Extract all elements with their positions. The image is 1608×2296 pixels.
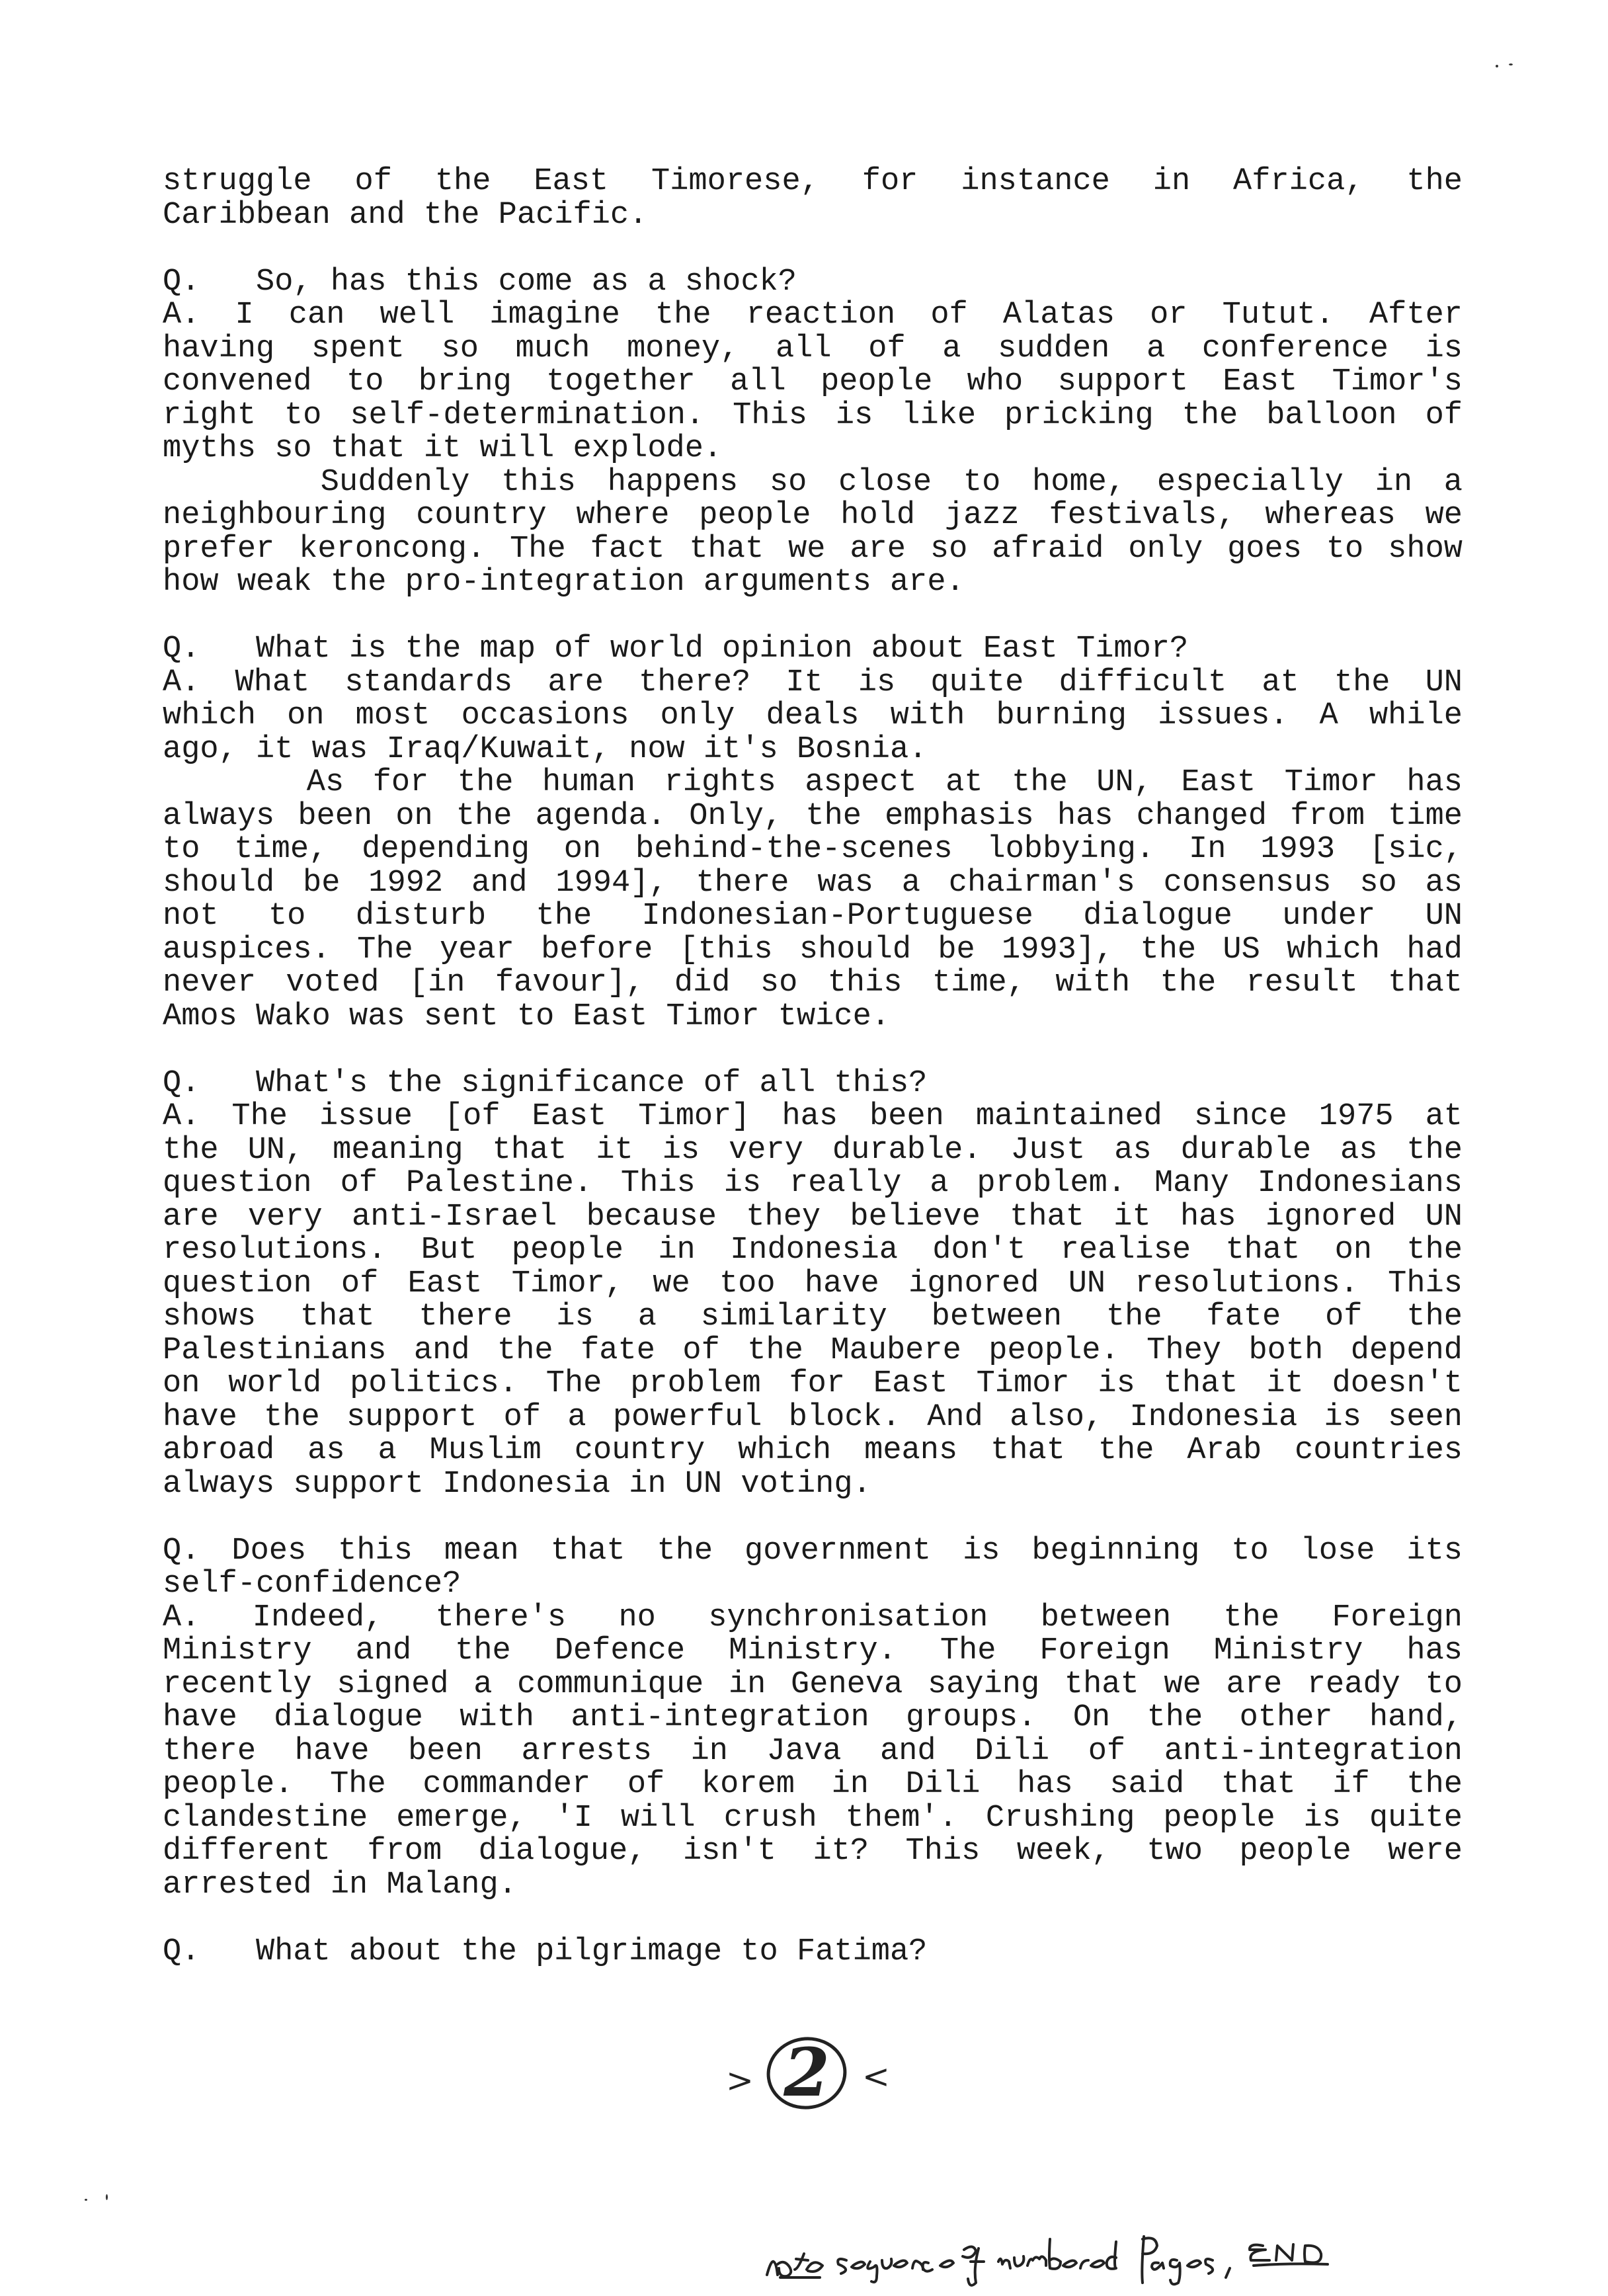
paragraph-gap	[163, 1501, 1463, 1535]
text-line: there have been arrests in Java and Dili of anti-integration	[163, 1733, 1463, 1769]
text-line: on world politics. The problem for East Timor is that it doesn't	[163, 1366, 1463, 1401]
text-line: are very anti-Israel because they believe that it has ignored UN	[163, 1199, 1463, 1235]
text-line: clandestine emerge, 'I will crush them'. Crushing people is quite	[163, 1800, 1463, 1836]
text-line: prefer keroncong. The fact that we are so afraid only goes to show	[163, 531, 1463, 567]
text-line: struggle of the East Timorese, for instance in Africa, the	[163, 164, 1463, 199]
text-line: having spent so much money, all of a sudden a conference is	[163, 331, 1463, 366]
text-line: different from dialogue, isn't it? This week, two people were	[163, 1834, 1463, 1869]
text-line: arrested in Malang.	[163, 1867, 517, 1903]
text-line: auspices. The year before [this should be 1993], the US which had	[163, 932, 1463, 967]
page-number: 2	[784, 2033, 830, 2112]
text-line: have dialogue with anti-integration groups. On the other hand,	[163, 1700, 1463, 1735]
text-line: A. The issue [of East Timor] has been maintained since 1975 at	[163, 1099, 1463, 1134]
text-line: Suddenly this happens so close to home, especially in a	[163, 464, 1463, 500]
text-line: A. Indeed, there's no synchronisation between the Foreign	[163, 1600, 1463, 1635]
page-number-prefix: >	[726, 2061, 754, 2100]
paragraph-gap	[163, 232, 1463, 266]
scan-speck	[85, 2199, 87, 2201]
text-line: A. What standards are there? It is quite difficult at the UN	[163, 665, 1463, 700]
text-line: Q. So, has this come as a shock?	[163, 264, 797, 300]
circled-page-number-icon	[721, 2027, 893, 2126]
paragraph-q3	[163, 1067, 1463, 1502]
scan-speck	[106, 2194, 108, 2200]
text-line: Q. Does this mean that the government is beginning to lose its	[163, 1533, 1463, 1569]
page-number-suffix: <	[862, 2057, 890, 2096]
text-line: resolutions. But people in Indonesia don't realise that on the	[163, 1233, 1463, 1268]
paragraph-q5	[163, 1936, 1463, 1969]
text-line: the UN, meaning that it is very durable. Just as durable as the	[163, 1132, 1463, 1168]
scan-speck	[1496, 65, 1498, 67]
text-line: ago, it was Iraq/Kuwait, now it's Bosnia.	[163, 731, 928, 767]
text-line: to time, depending on behind-the-scenes lobbying. In 1993 [sic,	[163, 832, 1463, 867]
paragraph-q4	[163, 1535, 1463, 1903]
text-line: have the support of a powerful block. And also, Indonesia is seen	[163, 1399, 1463, 1435]
paragraph-q2	[163, 633, 1463, 1034]
text-line: always support Indonesia in UN voting.	[163, 1466, 871, 1502]
text-line: how weak the pro-integration arguments are.	[163, 565, 965, 600]
text-line: right to self-determination. This is like pricking the balloon of	[163, 397, 1463, 433]
page-number-mark	[721, 2027, 893, 2126]
text-line: Ministry and the Defence Ministry. The Foreign Ministry has	[163, 1633, 1463, 1668]
text-line: abroad as a Muslim country which means that the Arab countries	[163, 1433, 1463, 1468]
text-line: not to disturb the Indonesian-Portuguese dialogue under UN	[163, 899, 1463, 934]
text-line: Q. What's the significance of all this?	[163, 1065, 928, 1101]
text-line: question of East Timor, we too have ignored UN resolutions. This	[163, 1266, 1463, 1301]
text-line: which on most occasions only deals with burning issues. A while	[163, 698, 1463, 733]
paragraph-gap	[163, 1034, 1463, 1067]
paragraph-gap	[163, 1902, 1463, 1936]
text-line: Amos Wako was sent to East Timor twice.	[163, 999, 890, 1034]
handwritten-note	[754, 2209, 1567, 2288]
paragraph-p1	[163, 165, 1463, 232]
text-line: As for the human rights aspect at the UN, East Timor has	[163, 765, 1463, 800]
text-line: Caribbean and the Pacific.	[163, 197, 648, 233]
text-line: Q. What is the map of world opinion about East Timor?	[163, 632, 1189, 667]
document-body	[163, 165, 1463, 1969]
text-line: neighbouring country where people hold jazz festivals, whereas we	[163, 498, 1463, 533]
text-line: never voted [in favour], did so this time, with the result that	[163, 965, 1463, 1001]
text-line: myths so that it will explode.	[163, 431, 723, 466]
text-line: question of Palestine. This is really a problem. Many Indonesians	[163, 1166, 1463, 1201]
text-line: recently signed a communique in Geneva saying that we are ready to	[163, 1666, 1463, 1702]
text-line: Q. What about the pilgrimage to Fatima?	[163, 1934, 928, 1969]
text-line: always been on the agenda. Only, the emphasis has changed from time	[163, 798, 1463, 834]
text-line: convened to bring together all people who support East Timor's	[163, 364, 1463, 399]
paragraph-gap	[163, 600, 1463, 634]
text-line: people. The commander of korem in Dili has said that if the	[163, 1767, 1463, 1802]
scan-speck	[1509, 63, 1513, 65]
text-line: self-confidence?	[163, 1567, 462, 1602]
text-line: should be 1992 and 1994], there was a chairman's consensus so as	[163, 865, 1463, 901]
paragraph-q1	[163, 266, 1463, 600]
text-line: Palestinians and the fate of the Maubere people. They both depend	[163, 1332, 1463, 1368]
text-line: A. I can well imagine the reaction of Alatas or Tutut. After	[163, 298, 1463, 333]
text-line: shows that there is a similarity between the fate of the	[163, 1299, 1463, 1334]
